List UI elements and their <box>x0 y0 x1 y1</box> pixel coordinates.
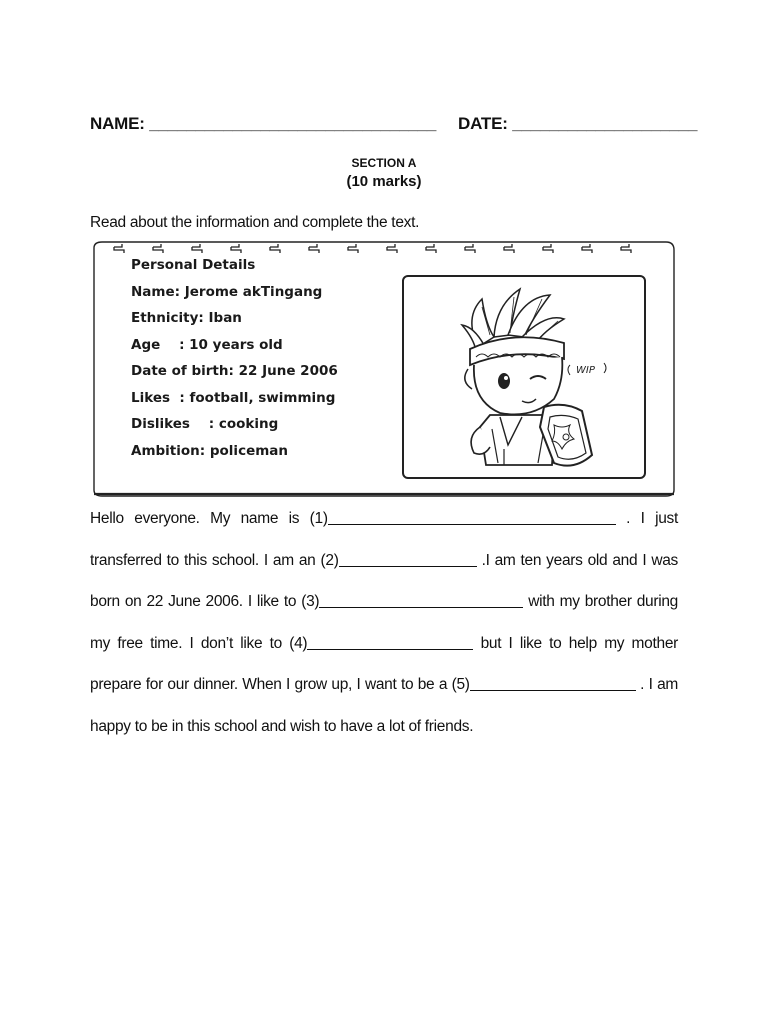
section-marks: (10 marks) <box>346 173 422 190</box>
border-motif-icon <box>504 244 514 253</box>
detail-ambition: Ambition: policeman <box>131 442 289 459</box>
border-motif-icon <box>387 244 397 253</box>
border-motif-icon <box>465 244 475 253</box>
section-title: SECTION A <box>351 156 417 170</box>
iban-boy-illustration-icon <box>404 277 644 477</box>
passage-segment-1: Hello everyone. My name is (1) <box>90 510 328 527</box>
answer-blank-3[interactable] <box>319 593 523 608</box>
detail-date-of-birth: Date of birth: 22 June 2006 <box>131 363 338 379</box>
answer-blank-1[interactable] <box>328 510 616 525</box>
passage-segment-3: .I am ten years old and I was born on 22 June 2006. I like to (3) <box>90 551 678 610</box>
detail-age: Age : 10 years old <box>131 336 283 353</box>
detail-ethnicity: Ethnicity: Iban <box>131 310 242 326</box>
student-picture <box>402 275 646 479</box>
detail-dislikes: Dislikes : cooking <box>131 416 279 432</box>
personal-details-card <box>90 238 678 498</box>
border-motif-icon <box>621 244 631 253</box>
border-motif-icon <box>543 244 553 253</box>
illustration-caption: WIP <box>576 365 595 376</box>
date-field-label: DATE: ____________________ <box>458 114 698 133</box>
passage-segment-5: but I like to help my mother prepare for our dinner. When I grow up, I want to be a (5) <box>90 634 678 693</box>
details-heading: Personal Details <box>131 257 256 273</box>
passage-segment-6: . I am happy to be in this school and wish to have a lot of friends. <box>90 676 678 735</box>
fill-in-passage <box>90 498 678 747</box>
answer-blank-4[interactable] <box>307 635 473 650</box>
border-motif-icon <box>114 244 124 253</box>
instruction-text: Read about the information and complete the text. <box>90 214 420 231</box>
answer-blank-5[interactable] <box>470 676 636 691</box>
passage-segment-2: . I just transferred to this school. I am an (2) <box>90 510 679 569</box>
border-motif-icon <box>582 244 592 253</box>
answer-blank-2[interactable] <box>339 552 477 567</box>
personal-details-list <box>131 252 338 464</box>
detail-name: Name: Jerome akTingang <box>131 283 323 300</box>
border-motif-icon <box>426 244 436 253</box>
border-motif-icon <box>348 244 358 253</box>
detail-likes: Likes : football, swimming <box>131 389 336 406</box>
name-field-label: NAME: _______________________________ <box>90 114 437 133</box>
passage-segment-4: with my brother during my free time. I don’t like to (4) <box>90 593 678 652</box>
